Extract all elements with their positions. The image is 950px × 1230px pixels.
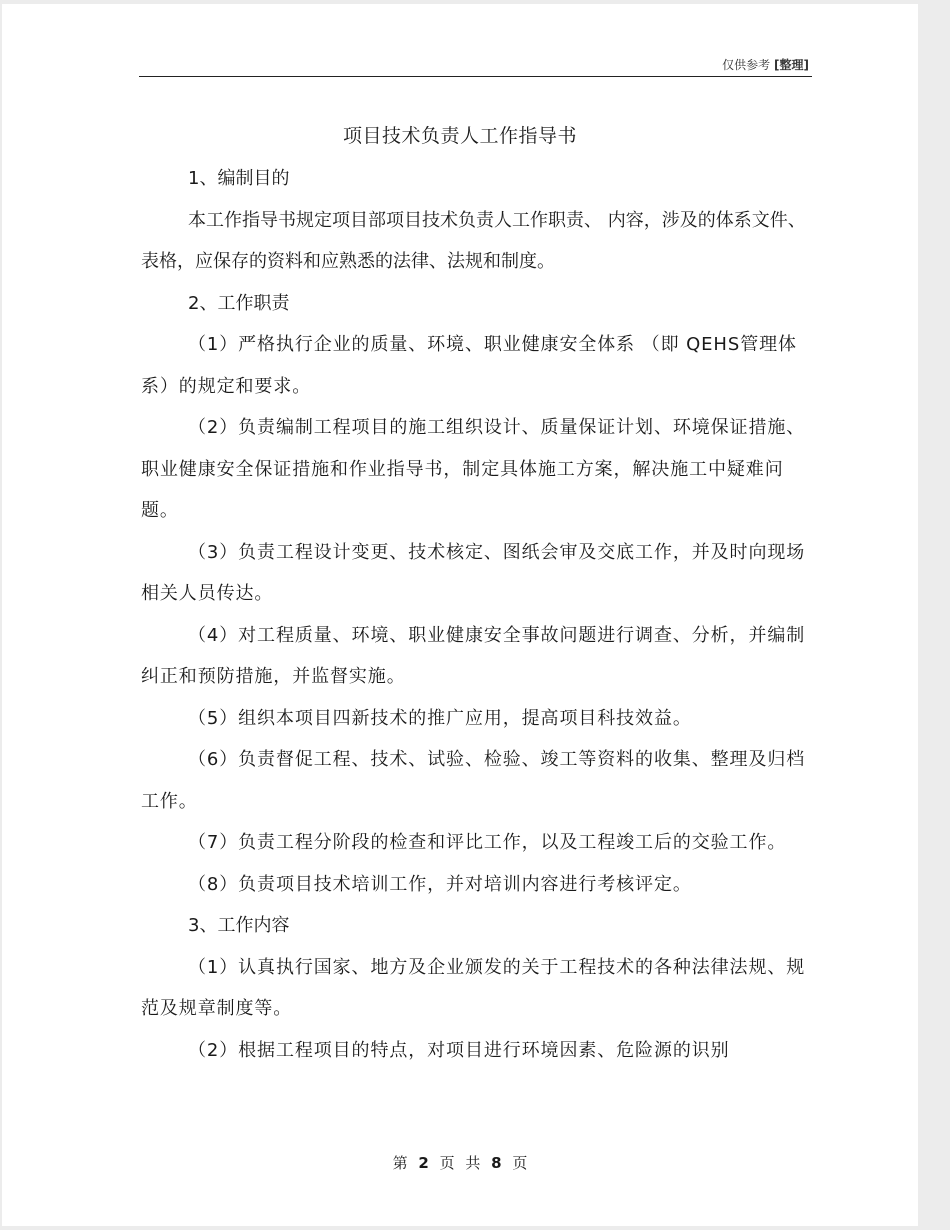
paragraph: 本工作指导书规定项目部项目技术负责人工作职责、 内容，涉及的体系文件、表格，应保存的资料和应熟悉的法律、法规和制度。	[141, 209, 806, 272]
document-title: 项目技术负责人工作指导书	[342, 125, 577, 147]
header-note-bracket: [整理]	[774, 58, 809, 72]
section-heading: 2、工作职责	[188, 292, 290, 314]
page-footer	[2, 1152, 918, 1173]
list-item: （6）负责督促工程、技术、试验、检验、竣工等资料的收集、整理及归档工作。	[141, 749, 806, 812]
document-page	[2, 4, 918, 1226]
list-item: （8）负责项目技术培训工作，并对培训内容进行考核评定。	[188, 873, 692, 895]
list-item: （1）认真执行国家、地方及企业颁发的关于工程技术的各种法律法规、规范及规章制度等。	[141, 956, 806, 1019]
section-heading: 1、编制目的	[188, 168, 290, 189]
list-item: （1）严格执行企业的质量、环境、职业健康安全体系 （即 QEHS管理体系）的规定和要求。	[141, 334, 797, 397]
current-page-number: 2	[418, 1154, 429, 1172]
list-item: （4）对工程质量、环境、职业健康安全事故问题进行调查、分析，并编制纠正和预防措施，并监督实施。	[141, 624, 806, 687]
footer-suffix: 页	[512, 1154, 528, 1172]
footer-prefix: 第	[392, 1154, 408, 1172]
header-rule	[139, 76, 812, 77]
list-item: （2）根据工程项目的特点，对项目进行环境因素、危险源的识别	[188, 1039, 730, 1061]
document-body	[141, 158, 809, 1071]
list-item: （3）负责工程设计变更、技术核定、图纸会审及交底工作，并及时向现场相关人员传达。	[141, 541, 806, 604]
list-item: （5）组织本项目四新技术的推广应用，提高项目科技效益。	[188, 707, 692, 729]
section-heading: 3、工作内容	[188, 915, 290, 936]
header-note	[722, 56, 809, 73]
footer-middle: 页 共	[439, 1154, 481, 1172]
list-item: （2）负责编制工程项目的施工组织设计、质量保证计划、环境保证措施、职业健康安全保证措施和作业指导书，制定具体施工方案，解决施工中疑难问题。	[141, 417, 806, 521]
list-item: （7）负责工程分阶段的检查和评比工作，以及工程竣工后的交验工作。	[188, 832, 787, 853]
total-page-count: 8	[491, 1154, 502, 1172]
header-note-text: 仅供参考	[722, 58, 771, 72]
